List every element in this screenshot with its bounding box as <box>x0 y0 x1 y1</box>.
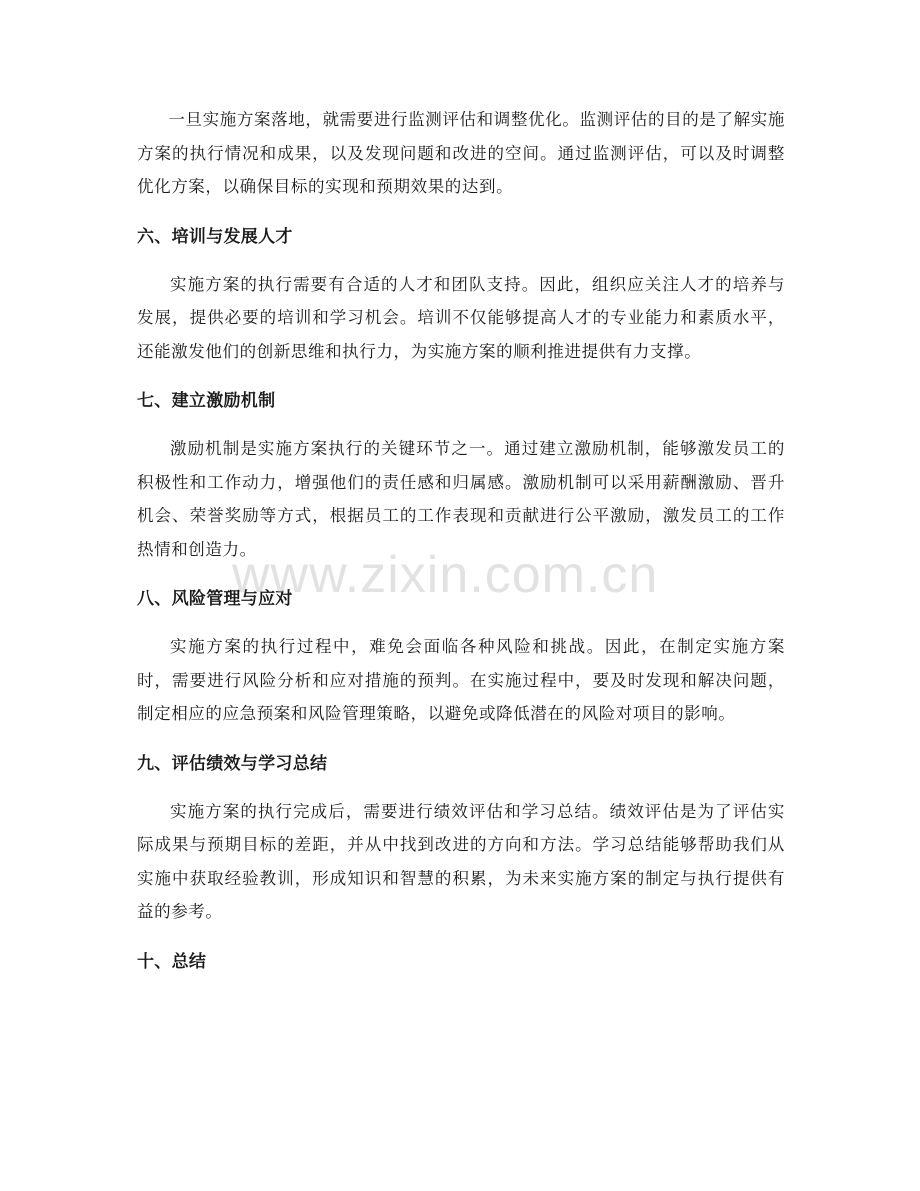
section-heading-6: 六、培训与发展人才 <box>137 226 293 247</box>
document-body <box>137 103 785 993</box>
section-heading-9: 九、评估绩效与学习总结 <box>137 753 328 774</box>
section-paragraph-6: 实施方案的执行需要有合适的人才和团队支持。因此，组织应关注人才的培养与发展，提供必要的培训和学习机会。培训不仅能够提高人才的专业能力和素质水平，还能激发他们的创新思维和执行力，为实施方案的顺利推进提供有力支撑。 <box>137 274 785 361</box>
intro-paragraph: 一旦实施方案落地，就需要进行监测评估和调整优化。监测评估的目的是了解实施方案的执行情况和成果，以及发现问题和改进的空间。通过监测评估，可以及时调整优化方案，以确保目标的实现和预期效果的达到。 <box>137 110 785 196</box>
watermark-text: www.zixin.com.cn <box>232 546 659 604</box>
section-paragraph-8: 实施方案的执行过程中，难免会面临各种风险和挑战。因此，在制定实施方案时，需要进行风险分析和应对措施的预判。在实施过程中，要及时发现和解决问题，制定相应的应急预案和风险管理策略，以避免或降低潜在的风险对项目的影响。 <box>137 637 785 723</box>
section-paragraph-9: 实施方案的执行完成后，需要进行绩效评估和学习总结。绩效评估是为了评估实际成果与预期目标的差距，并从中找到改进的方向和方法。学习总结能够帮助我们从实施中获取经验教训，形成知识和智慧的积累，为未来实施方案的制定与执行提供有益的参考。 <box>137 801 785 921</box>
section-paragraph-7: 激励机制是实施方案执行的关键环节之一。通过建立激励机制，能够激发员工的积极性和工作动力，增强他们的责任感和归属感。激励机制可以采用薪酬激励、晋升机会、荣誉奖励等方式，根据员工的工作表现和贡献进行公平激励，激发员工的工作热情和创造力。 <box>137 439 785 559</box>
section-heading-8: 八、风险管理与应对 <box>137 589 293 609</box>
section-heading-7: 七、建立激励机制 <box>137 391 276 411</box>
section-heading-10: 十、总结 <box>137 951 207 972</box>
